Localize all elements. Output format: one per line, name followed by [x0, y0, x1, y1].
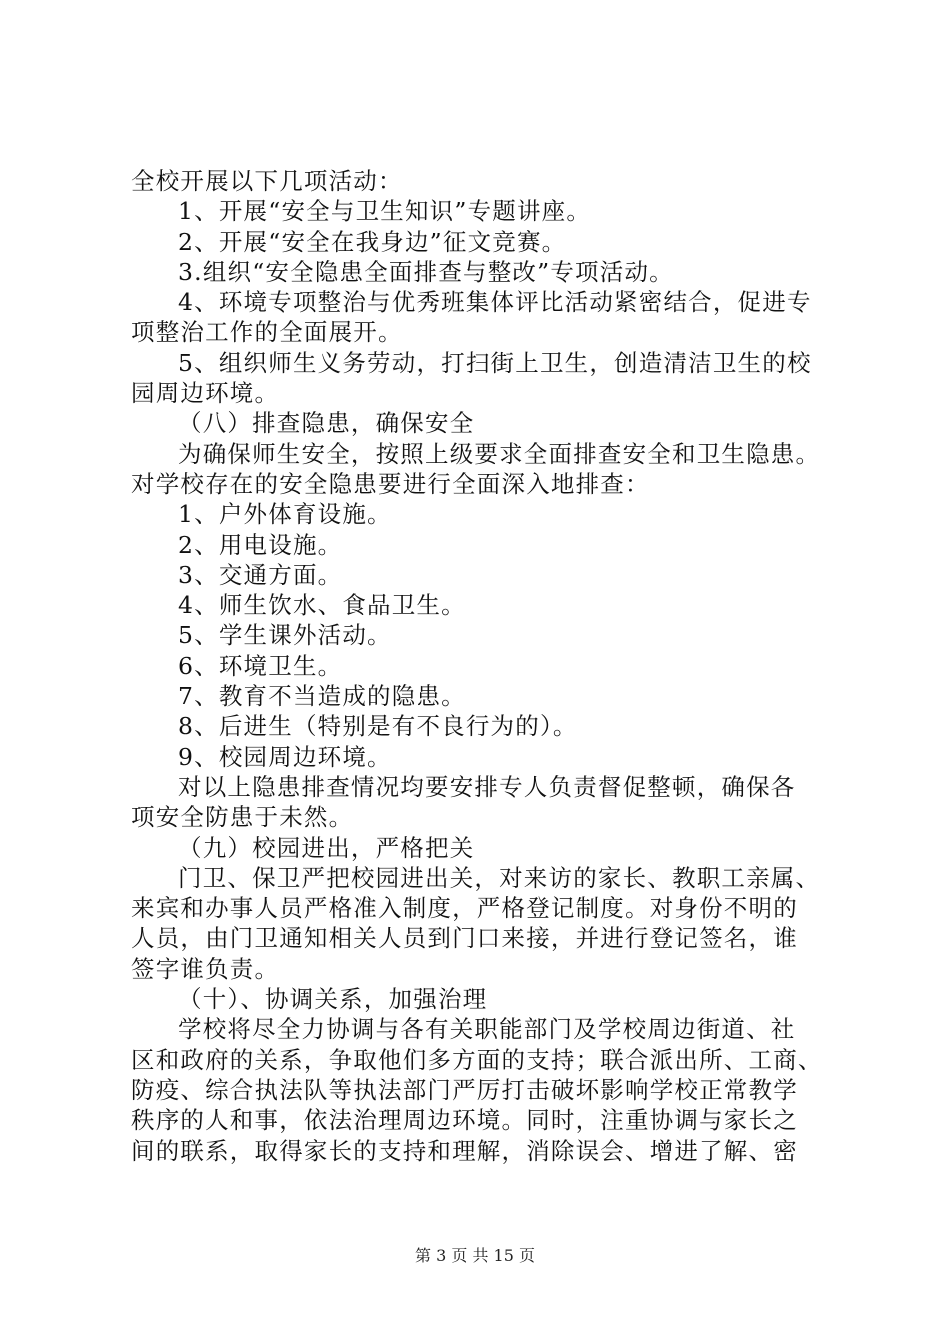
document-line: （九）校园进出，严格把关 [178, 833, 475, 862]
document-line: 秩序的人和事，依法治理周边环境。同时，注重协调与家长之 [131, 1106, 798, 1135]
document-line: 来宾和办事人员严格准入制度，严格登记制度。对身份不明的 [131, 894, 798, 923]
document-line: 5、组织师生义务劳动，打扫街上卫生，创造清洁卫生的校 [178, 348, 812, 377]
document-line: 6、环境卫生。 [178, 651, 343, 680]
document-body [131, 166, 831, 1166]
document-line: 7、教育不当造成的隐患。 [178, 682, 466, 711]
document-line: 全校开展以下几项活动： [131, 167, 403, 195]
document-line: （十）、协调关系，加强治理 [178, 985, 488, 1014]
page-footer: 第 3 页 共 15 页 [415, 1246, 535, 1265]
document-line: 2、开展“安全在我身边”征文竞赛。 [178, 227, 567, 256]
document-line: 3、交通方面。 [178, 560, 343, 589]
document-line: 1、开展“安全与卫生知识”专题讲座。 [178, 197, 592, 226]
document-line: 8、后进生（特别是有不良行为的）。 [178, 712, 578, 741]
document-line: 门卫、保卫严把校园进出关，对来访的家长、教职工亲属、 [178, 863, 821, 892]
document-line: 人员，由门卫通知相关人员到门口来接，并进行登记签名，谁 [131, 924, 798, 953]
document-line: 间的联系，取得家长的支持和理解，消除误会、增进了解、密 [131, 1136, 798, 1165]
document-line: 防疫、综合执法队等执法部门严厉打击破坏影响学校正常教学 [131, 1075, 798, 1104]
document-line: 对学校存在的安全隐患要进行全面深入地排查： [131, 469, 650, 498]
document-line: 2、用电设施。 [178, 530, 343, 559]
document-line: 项整治工作的全面展开。 [131, 318, 403, 347]
document-line: 园周边环境。 [131, 379, 280, 408]
document-line: 5、学生课外活动。 [178, 621, 392, 650]
document-line: 区和政府的关系，争取他们多方面的支持；联合派出所、工商、 [131, 1045, 823, 1074]
document-line: 4、师生饮水、食品卫生。 [178, 591, 466, 620]
document-line: 签字谁负责。 [131, 954, 280, 983]
document-line: 项安全防患于未然。 [131, 803, 354, 832]
document-line: 9、校园周边环境。 [178, 742, 392, 771]
document-line: 4、环境专项整治与优秀班集体评比活动紧密结合，促进专 [178, 288, 812, 317]
document-line: 对以上隐患排查情况均要安排专人负责督促整顿，确保各 [178, 772, 796, 801]
document-line: 学校将尽全力协调与各有关职能部门及学校周边街道、社 [178, 1015, 796, 1044]
document-line: （八）排查隐患，确保安全 [178, 409, 475, 438]
document-line: 1、户外体育设施。 [178, 500, 392, 529]
document-line: 3.组织“安全隐患全面排查与整改”专项活动。 [178, 257, 674, 286]
document-line: 为确保师生安全，按照上级要求全面排查安全和卫生隐患。 [178, 439, 821, 468]
